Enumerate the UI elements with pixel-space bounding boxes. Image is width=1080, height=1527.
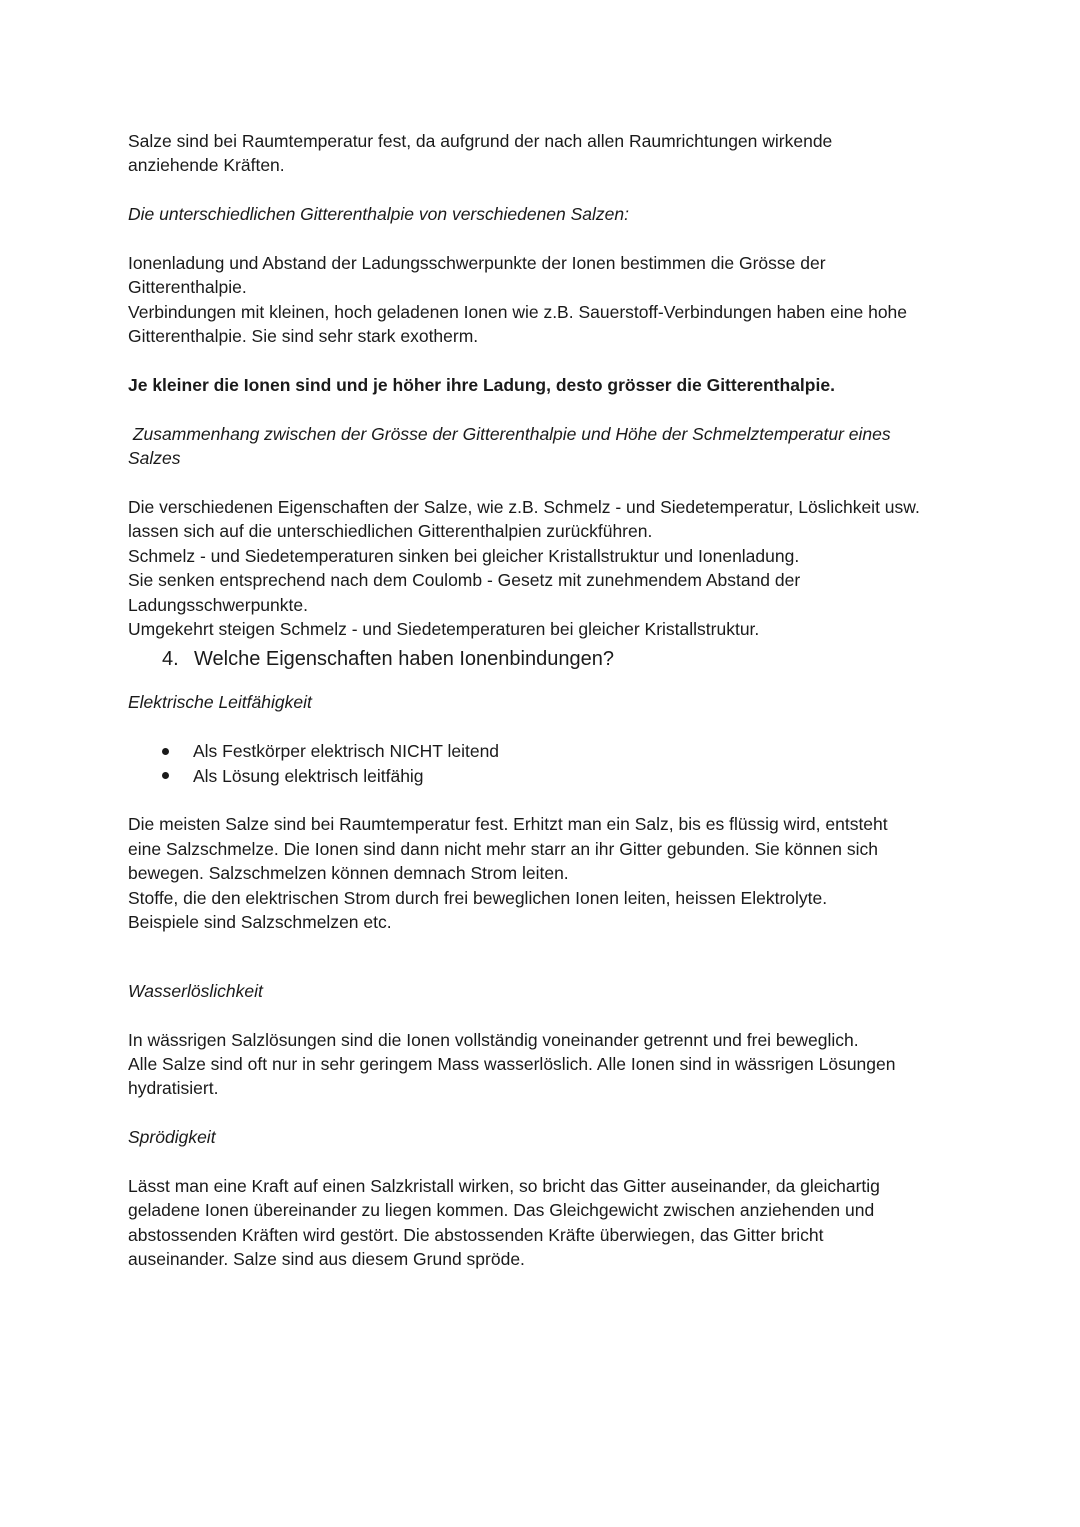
bullet-list	[128, 739, 968, 788]
list-item: Als Lösung elektrisch leitfähig	[162, 764, 968, 788]
paragraph-salzloesungen: In wässrigen Salzlösungen sind die Ionen vollständig voneinander getrennt und frei beweglich. Alle Salze sind oft nur in sehr geringem Mass wasserlöslich. Alle Ionen sind in wässrigen Lösungen hydratisiert.	[128, 1029, 896, 1099]
section-number: 4.	[162, 648, 179, 671]
paragraph-eigenschaften: Die verschiedenen Eigenschaften der Salze, wie z.B. Schmelz - und Siedetemperatur, Löslichkeit usw. lassen sich auf die unterschiedlichen Gitterenthalpien zurückführen. Schmelz - und Siedetemperaturen sinken bei gleicher Kristallstruktur und Ionenladung. Sie senken entsprechend nach dem Coulomb - Gesetz mit zunehmendem Abstand der Ladungsschwerpunkte. Umgekehrt steigen Schmelz - und Siedetemperaturen bei gleicher Kristallstruktur.	[128, 497, 920, 640]
subheading-leitfaehigkeit: Elektrische Leitfähigkeit	[128, 692, 312, 713]
subheading-sproedigkeit: Sprödigkeit	[128, 1127, 216, 1148]
paragraph-salze-fest: Salze sind bei Raumtemperatur fest, da aufgrund der nach allen Raumrichtungen wirkende anziehende Kräften.	[128, 131, 833, 176]
paragraph-ionenladung: Ionenladung und Abstand der Ladungsschwerpunkte der Ionen bestimmen die Grösse der Gitterenthalpie. Verbindungen mit kleinen, hoch geladenen Ionen wie z.B. Sauerstoff-Verbindungen haben eine hohe Gitterenthalpie. Sie sind sehr stark exotherm.	[128, 253, 908, 347]
paragraph-salzkristall: Lässt man eine Kraft auf einen Salzkristall wirken, so bricht das Gitter auseinander, da gleichartig geladene Ionen übereinander zu liegen kommen. Das Gleichgewicht zwischen anziehenden und abstossenden Kräften wird gestört. Die abstossenden Kräfte überwiegen, das Gitter bricht auseinander. Salze sind aus diesem Grund spröde.	[128, 1176, 880, 1270]
bold-rule: Je kleiner die Ionen sind und je höher ihre Ladung, desto grösser die Gitterenthalpie.	[128, 375, 835, 396]
list-item: Als Festkörper elektrisch NICHT leitend	[162, 739, 968, 763]
subheading-gitterenthalpie: Die unterschiedlichen Gitterenthalpie von verschiedenen Salzen:	[128, 204, 629, 225]
document-page	[128, 129, 968, 1272]
section-heading-4	[162, 645, 968, 673]
bullet-icon	[162, 772, 169, 779]
paragraph-salzschmelze: Die meisten Salze sind bei Raumtemperatur fest. Erhitzt man ein Salz, bis es flüssig wird, entsteht eine Salzschmelze. Die Ionen sind dann nicht mehr starr an ihr Gitter gebunden. Sie können sich bewegen. Salzschmelzen können demnach Strom leiten. Stoffe, die den elektrischen Strom durch frei beweglichen Ionen leiten, heissen Elektrolyte. Beispiele sind Salzschmelzen etc.	[128, 814, 888, 933]
section-title: Welche Eigenschaften haben Ionenbindungen?	[194, 648, 614, 671]
subheading-wasserloeslichkeit: Wasserlöslichkeit	[128, 980, 263, 1001]
subheading-zusammenhang: Zusammenhang zwischen der Grösse der Gitterenthalpie und Höhe der Schmelztemperatur eines Salzes	[128, 423, 891, 469]
bullet-icon	[162, 748, 169, 755]
